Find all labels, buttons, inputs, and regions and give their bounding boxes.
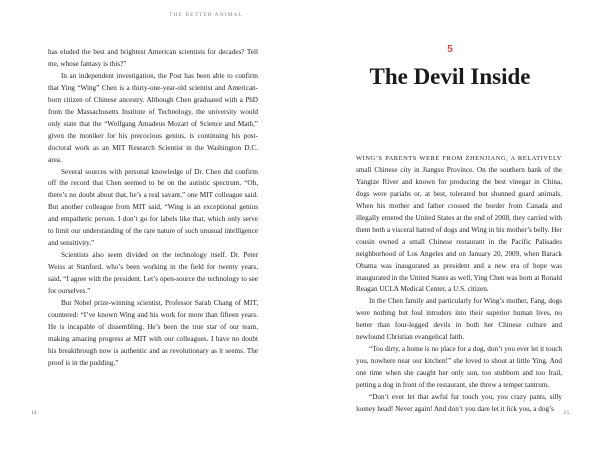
body-paragraph: In an independent investigation, the Post has been able to confirm that Ying “Wing” Chen is a thirty-one-year-old scientist and American-born citizen of Chinese ancestry. Although Chen graduated with a PhD from the Massachusetts Institute of Technology, the university would only state that the “Wolfgang Amadeus Mozart of Science and Math,” given the moniker for his precocious genius, is continuing his post-doctoral work as an MIT Research Scientist in the Washington D.C. area. [48,71,258,164]
body-paragraph: “Don’t ever let that awful fur touch you, you crazy pants, silly looney head! Never again! And don’t you dare let it lick you, a dog’s [356,393,562,414]
body-paragraph: Several sources with personal knowledge of Dr. Chen did confirm off the record that Chen seemed to be on the autistic spectrum. “Oh, there’s no doubt about that, he’s a real savant,” one MIT colleague said. But another colleague from MIT said, “Wing is an exceptional genius and empathetic person. I don’t go for labels like that, which only serve to limit our understanding of the rare nature of such unusual intelligence and sensitivity.” [48,167,258,248]
running-head: THE BETTER ANIMAL [169,12,243,18]
chapter-number: 5 [447,44,453,55]
small-caps-lead-in: WING’S PARENTS WERE FROM ZHENJIANG, A RELATIVELY [356,155,562,162]
body-paragraph: In the Chen family and particularly for Wing’s mother, Fang, dogs were nothing but foul intruders into their superior human lives, no better than four-legged devils in both her Chinese culture and newfound Christian evangelical faith. [356,297,562,342]
left-page-body [48,47,258,370]
body-paragraph: has eluded the best and brightest American scientists for decades? Tell me, whose fantasy is this?” [48,48,258,68]
chapter-title: The Devil Inside [369,64,531,89]
opening-paragraph-text: small Chinese city in Jiangsu Province. On the southern bank of the Yangtze River and known for producing the best vinegar in China, dogs were pariahs or, at best, tolerated but shunned guard animals. When his mother and father crossed the border from Canada and illegally entered the United States at the end of 2008, they carried with them both a visceral hatred of dogs and Wing in his mother’s belly. Her cousin owned a small Chinese restaurant in the Pacific Palisades neighborhood of Los Angeles and on January 20, 2009, when Barack Obama was inaugurated as president and a new era of hope was inaugurated in the United States as well, Ying Chen was born at Ronald Reagan UCLA Medical Center, a U.S. citizen. [356,165,562,294]
body-paragraph: Scientists also seem divided on the technology itself. Dr. Peter Weiss at Stanford, who’s been working in the field for twenty years, said, “I agree with the president. Let’s open-source the technology to see for ourselves.” [48,251,258,296]
opening-paragraph [356,153,562,296]
right-page-body [356,153,562,416]
body-paragraph: But Nobel prize-winning scientist, Professor Sarah Chang of MIT, countered: “I’ve known Wing and his work for more than fifteen years. He is incapable of dissembling. He’s been the true star of our team, making amazing progress at MIT with our colleagues. I have no doubt his breakthrough now is authentic and as revolutionary as it seems. The proof is in the pudding.” [48,299,258,367]
page-number-right: 15 [563,410,569,416]
page-number-left: 14 [31,410,37,416]
right-page [300,0,600,450]
body-paragraph: “Too dirty, a home is no place for a dog, don’t you ever let it touch you, nowhere near our kitchen!” she loved to shout at little Ying. And one time when she caught her only son, too stubborn and too frail, petting a dog in front of the restaurant, she threw a temper tantrum. [356,345,562,390]
